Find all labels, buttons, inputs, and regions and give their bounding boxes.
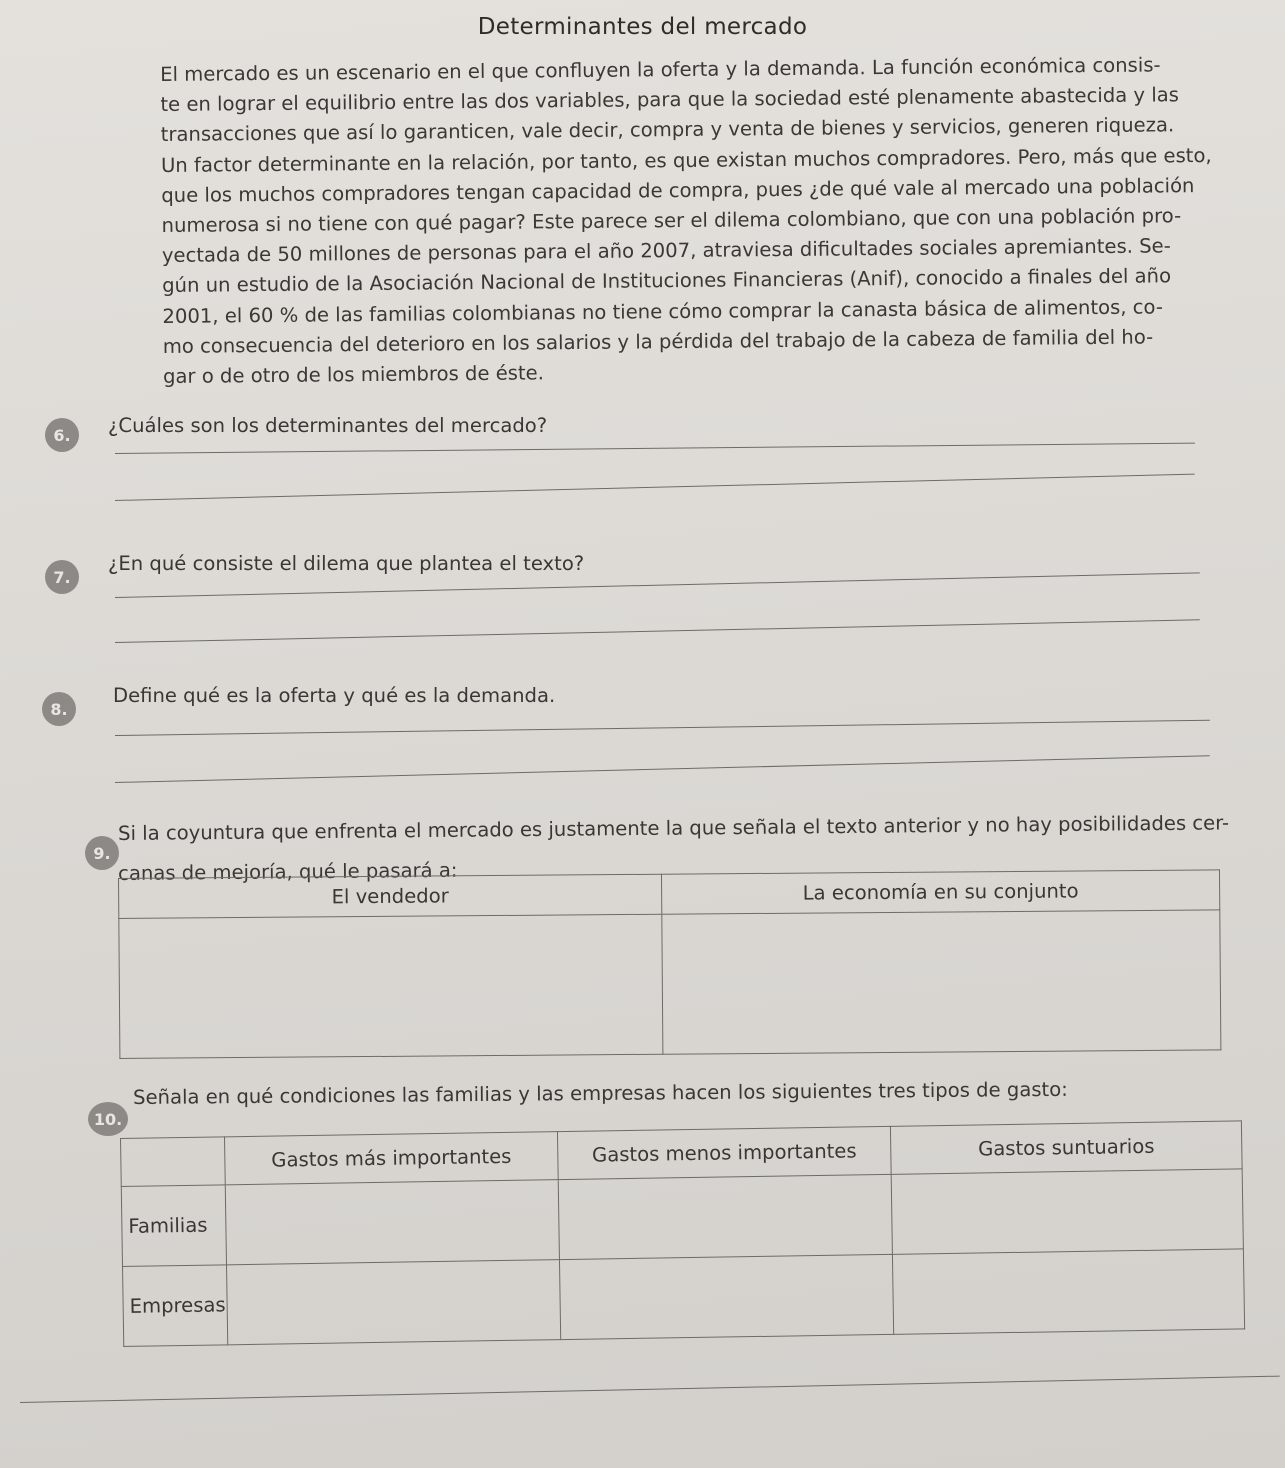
row-label-companies: Empresas: [123, 1265, 228, 1347]
question-10-text: Señala en qué condiciones las familias y las empresas hacen los siguientes tres tipos de gasto:: [133, 1077, 1068, 1109]
paragraph-line: 2001, el 60 % de las familias colombianas no tiene cómo comprar la canasta básica de alimentos, co-: [162, 295, 1164, 328]
answer-cell-seller[interactable]: [119, 914, 663, 1058]
answer-line[interactable]: [115, 474, 1195, 501]
question-7-text: ¿En qué consiste el dilema que plantea el texto?: [108, 552, 585, 575]
answer-line[interactable]: [115, 443, 1195, 454]
answer-cell-economy[interactable]: [662, 910, 1221, 1054]
reading-paragraph: [160, 51, 1212, 393]
question-number-badge: 6.: [45, 418, 79, 452]
table-header-economy: La economía en su conjunto: [661, 870, 1219, 914]
paragraph-line: te en lograr el equilibrio entre las dos variables, para que la sociedad esté plenamente abastecida y las: [160, 83, 1180, 117]
answer-cell[interactable]: [558, 1174, 892, 1259]
question-number-badge: 10.: [88, 1102, 128, 1136]
paragraph-line: numerosa si no tiene con qué pagar? Este parece ser el dilema colombiano, que con una población pro-: [161, 204, 1182, 238]
paragraph-line: transacciones que así lo garanticen, vale decir, compra y venta de bienes y servicios, generen riqueza.: [160, 113, 1175, 147]
paragraph-line: Un factor determinante en la relación, por tanto, es que existan muchos compradores. Pero, más que esto,: [160, 143, 1212, 177]
question-9-text-line1: Si la coyuntura que enfrenta el mercado es justamente la que señala el texto anterior y no hay posibilidades cer-: [118, 811, 1230, 845]
paragraph-line: gún un estudio de la Asociación Nacional de Instituciones Financieras (Anif), conocido a finales del año: [162, 264, 1172, 298]
paragraph-line: El mercado es un escenario en el que confluyen la oferta y la demanda. La función económica consis-: [160, 53, 1161, 86]
question-number-badge: 7.: [45, 560, 79, 594]
paragraph-line: que los muchos compradores tengan capacidad de compra, pues ¿de qué vale al mercado una población: [161, 173, 1195, 207]
answer-cell[interactable]: [225, 1180, 559, 1265]
question-9-text-line2: canas de mejoría, qué le pasará a:: [118, 858, 458, 885]
table-header-luxury: Gastos suntuarios: [890, 1121, 1242, 1175]
table-header-less-important: Gastos menos importantes: [557, 1126, 891, 1179]
question-6-text: ¿Cuáles son los determinantes del mercado?: [108, 414, 548, 437]
answer-cell[interactable]: [891, 1169, 1243, 1255]
paragraph-line: gar o de otro de los miembros de éste.: [162, 361, 545, 389]
paragraph-line: mo consecuencia del deterioro en los salarios y la pérdida del trabajo de la cabeza de familia del ho-: [162, 325, 1154, 358]
market-impact-table: [118, 869, 1221, 1059]
table-header-empty: [121, 1137, 226, 1187]
answer-line[interactable]: [115, 619, 1200, 643]
table-header-seller: El vendedor: [119, 874, 662, 918]
spending-table: [120, 1120, 1245, 1347]
answer-line[interactable]: [115, 720, 1210, 736]
table-header-most-important: Gastos más importantes: [225, 1132, 559, 1185]
row-label-families: Familias: [121, 1185, 226, 1267]
page-fold-line: [20, 1376, 1280, 1403]
answer-cell[interactable]: [227, 1260, 561, 1345]
question-number-badge: 9.: [85, 836, 119, 870]
answer-cell[interactable]: [892, 1249, 1244, 1335]
question-8-text: Define qué es la oferta y qué es la demanda.: [113, 684, 556, 707]
answer-cell[interactable]: [559, 1254, 893, 1339]
paragraph-line: yectada de 50 millones de personas para el año 2007, atraviesa dificultades sociales apremiantes. Se-: [161, 234, 1171, 268]
question-number-badge: 8.: [42, 692, 76, 726]
page-title: Determinantes del mercado: [477, 14, 808, 40]
answer-line[interactable]: [115, 572, 1200, 598]
answer-line[interactable]: [115, 755, 1210, 783]
